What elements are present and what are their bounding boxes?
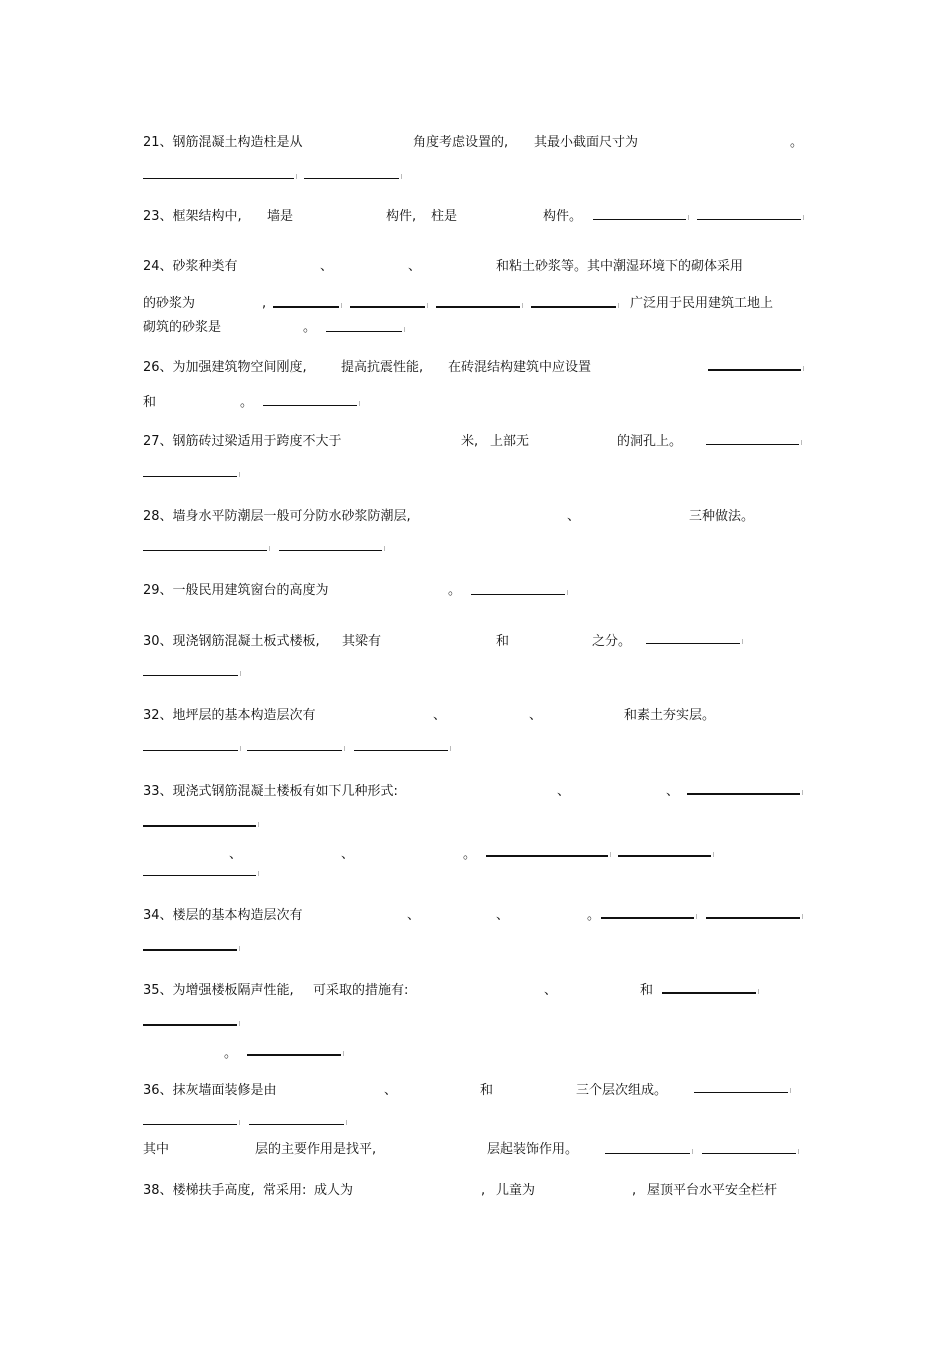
question-text: 角度考虑设置的, <box>413 135 509 150</box>
answer-blank[interactable] <box>350 306 425 308</box>
question-text: 的洞孔上。 <box>617 434 683 449</box>
answer-blank[interactable] <box>706 917 800 919</box>
answer-blank[interactable] <box>471 594 565 595</box>
question-text: 30、现浇钢筋混凝土板式楼板, <box>143 634 320 649</box>
question-text: 、 <box>496 908 510 923</box>
answer-blank[interactable] <box>143 949 237 951</box>
question-text: 、 <box>567 509 581 524</box>
question-text: 35、为增强楼板隔声性能, <box>143 983 294 998</box>
answer-blank[interactable] <box>436 306 520 308</box>
question-text: 儿童为 <box>496 1183 536 1198</box>
question-text: 上部无 <box>490 434 530 449</box>
answer-blank[interactable] <box>143 750 238 751</box>
question-text: 、 <box>320 259 334 274</box>
answer-blank[interactable] <box>143 476 237 477</box>
answer-blank[interactable] <box>249 1124 344 1125</box>
question-text: 在砖混结构建筑中应设置 <box>448 360 592 375</box>
question-text: 其中 <box>143 1142 170 1157</box>
answer-blank[interactable] <box>687 793 800 795</box>
question-text: 柱是 <box>431 209 458 224</box>
question-text: 广泛用于民用建筑工地上 <box>630 296 774 311</box>
answer-blank[interactable] <box>143 1124 237 1125</box>
question-text: 、 <box>544 983 558 998</box>
question-text: 26、为加强建筑物空间刚度, <box>143 360 307 375</box>
question-text: 构件, <box>386 209 417 224</box>
question-text: 和 <box>496 634 510 649</box>
question-text: 27、钢筋砖过梁适用于跨度不大于 <box>143 434 342 449</box>
answer-blank[interactable] <box>646 643 740 644</box>
question-text: 21、钢筋混凝土构造柱是从 <box>143 135 303 150</box>
question-text: 、 <box>407 908 421 923</box>
question-text: 36、抹灰墙面装修是由 <box>143 1083 277 1098</box>
question-text: 。 <box>224 1046 238 1061</box>
question-text: 砌筑的砂浆是 <box>143 320 222 335</box>
question-text: 。 <box>240 395 254 410</box>
answer-blank[interactable] <box>354 750 448 751</box>
answer-blank[interactable] <box>247 750 342 751</box>
answer-blank[interactable] <box>662 992 756 994</box>
question-text: 可采取的措施有: <box>313 983 409 998</box>
question-text: 成人为 <box>314 1183 354 1198</box>
answer-blank[interactable] <box>143 1024 237 1026</box>
question-text: 。 <box>448 583 462 598</box>
answer-blank[interactable] <box>326 331 402 332</box>
question-text: 。 <box>463 847 477 862</box>
answer-blank[interactable] <box>618 855 711 857</box>
question-text: 和 <box>480 1083 494 1098</box>
question-text: 、 <box>341 847 355 862</box>
question-text: 、 <box>384 1083 398 1098</box>
question-text: 。 <box>790 135 804 150</box>
answer-blank[interactable] <box>143 675 238 676</box>
question-text: 米, <box>461 434 479 449</box>
question-text: 34、楼层的基本构造层次有 <box>143 908 303 923</box>
question-text: , <box>262 296 267 311</box>
answer-blank[interactable] <box>601 917 694 919</box>
question-text: 提高抗震性能, <box>341 360 424 375</box>
question-text: 、 <box>557 784 571 799</box>
question-text: 层起装饰作用。 <box>487 1142 579 1157</box>
question-text: 和素土夯实层。 <box>624 708 716 723</box>
answer-blank[interactable] <box>143 825 256 827</box>
question-text: 和粘土砂浆等。其中潮湿环境下的砌体采用 <box>496 259 744 274</box>
answer-blank[interactable] <box>279 550 382 551</box>
answer-blank[interactable] <box>263 405 357 406</box>
answer-blank[interactable] <box>605 1153 690 1154</box>
question-text: 23、框架结构中, <box>143 209 242 224</box>
answer-blank[interactable] <box>304 178 399 179</box>
answer-blank[interactable] <box>694 1092 788 1093</box>
answer-blank[interactable] <box>143 550 267 551</box>
answer-blank[interactable] <box>702 1153 796 1154</box>
answer-blank[interactable] <box>143 875 256 876</box>
question-text: 、 <box>529 708 543 723</box>
question-text: 29、一般民用建筑窗台的高度为 <box>143 583 329 598</box>
question-text: 和 <box>143 395 157 410</box>
question-text: 、 <box>666 784 680 799</box>
question-text: 。 <box>587 908 601 923</box>
question-text: 三种做法。 <box>689 509 755 524</box>
answer-blank[interactable] <box>486 855 608 857</box>
question-text: 、 <box>408 259 422 274</box>
answer-blank[interactable] <box>143 178 294 179</box>
question-text: , <box>481 1183 486 1198</box>
question-text: 、 <box>433 708 447 723</box>
question-text: 33、现浇式钢筋混凝土楼板有如下几种形式: <box>143 784 398 799</box>
answer-blank[interactable] <box>708 369 801 371</box>
question-text: 屋顶平台水平安全栏杆 <box>647 1183 778 1198</box>
question-text: 、 <box>229 847 243 862</box>
question-text: 层的主要作用是找平, <box>255 1142 377 1157</box>
answer-blank[interactable] <box>531 306 616 308</box>
question-text: 24、砂浆种类有 <box>143 259 238 274</box>
answer-blank[interactable] <box>247 1054 341 1056</box>
question-text: 之分。 <box>592 634 632 649</box>
answer-blank[interactable] <box>593 219 686 220</box>
question-text: 三个层次组成。 <box>576 1083 668 1098</box>
question-text: 38、楼梯扶手高度, <box>143 1183 255 1198</box>
question-text: 墙是 <box>267 209 294 224</box>
answer-blank[interactable] <box>697 219 801 220</box>
question-text: , <box>632 1183 637 1198</box>
question-text: 和 <box>640 983 654 998</box>
question-text: 32、地坪层的基本构造层次有 <box>143 708 316 723</box>
answer-blank[interactable] <box>273 306 339 308</box>
answer-blank[interactable] <box>706 444 799 445</box>
question-text: 28、墙身水平防潮层一般可分防水砂浆防潮层, <box>143 509 411 524</box>
question-text: 其最小截面尺寸为 <box>534 135 639 150</box>
question-text: 的砂浆为 <box>143 296 196 311</box>
question-text: 构件。 <box>543 209 583 224</box>
question-text: 常采用: <box>263 1183 307 1198</box>
question-text: 其梁有 <box>342 634 382 649</box>
question-text: 。 <box>303 320 317 335</box>
